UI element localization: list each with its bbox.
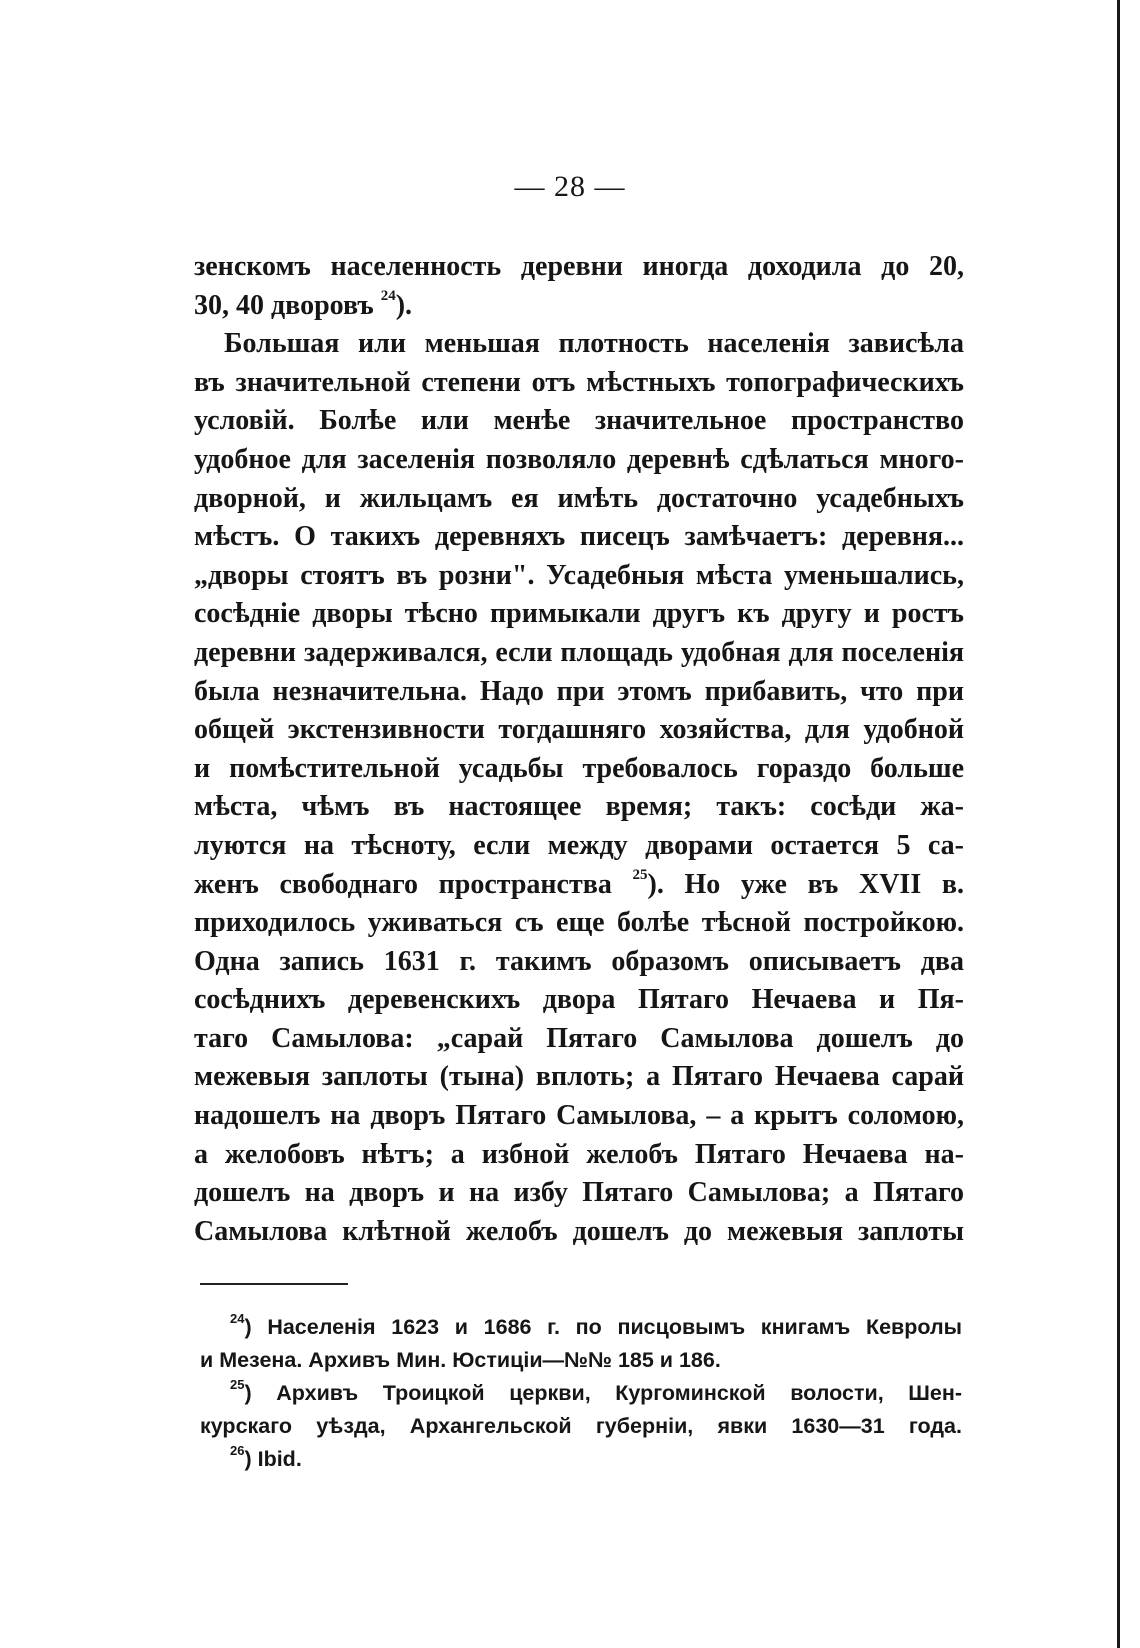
text-line: въ значительной степени отъ мѣстныхъ топографическихъ	[194, 366, 964, 398]
text-line: удобное для заселенія позволяло деревнѣ сдѣлаться много-	[194, 443, 964, 475]
footnote-line	[200, 1311, 962, 1344]
body-text	[194, 248, 964, 1251]
footnote-text: ) Населенія 1623 и 1686 г. по писцовымъ книгамъ Кевролы	[244, 1315, 962, 1339]
footnote-text: ) Ibid.	[244, 1447, 302, 1471]
footnote-line: курскаго уѣзда, Архангельской губерніи, явки 1630—31 года.	[200, 1414, 962, 1438]
footnote-line	[200, 1377, 962, 1410]
footnote-number: 24	[230, 1310, 245, 1326]
footnote-ref: 24	[380, 288, 396, 305]
text-line: „дворы стоятъ въ розни". Усадебныя мѣста уменьшались,	[194, 559, 964, 591]
text-line	[194, 287, 964, 326]
text-line: сосѣднихъ деревенскихъ двора Пятаго Нечаева и Пя-	[194, 984, 964, 1016]
footnote-ref: 25	[632, 867, 648, 884]
footnotes	[200, 1311, 962, 1476]
footnote-number: 25	[230, 1376, 245, 1392]
text-line: таго Самылова: „сарай Пятаго Самылова дошелъ до	[194, 1022, 964, 1054]
text-fragment: ). Но уже въ XVII в.	[647, 868, 964, 900]
text-line: сосѣдніе дворы тѣсно примыкали другъ къ другу и ростъ	[194, 598, 964, 630]
footnote-text: ) Архивъ Троицкой церкви, Кургоминской волости, Шен-	[244, 1381, 962, 1405]
text-line: мѣстъ. О такихъ деревняхъ писецъ замѣчаетъ: деревня...	[194, 521, 964, 553]
text-line: мѣста, чѣмъ въ настоящее время; такъ: сосѣди жа-	[194, 791, 964, 823]
text-line: была незначительна. Надо при этомъ прибавить, что при	[194, 675, 964, 707]
footnote-line: и Мезена. Архивъ Мин. Юстиціи—№№ 185 и 186.	[200, 1348, 721, 1372]
text-line: надошелъ на дворъ Пятаго Самылова, – а крытъ соломою,	[194, 1100, 964, 1132]
text-line: дошелъ на дворъ и на избу Пятаго Самылова; а Пятаго	[194, 1177, 964, 1209]
text-line	[194, 866, 964, 905]
text-line: деревни задерживался, если площадь удобная для поселенія	[194, 636, 964, 668]
text-line: луются на тѣсноту, если между дворами остается 5 са-	[194, 829, 964, 861]
text-line: а желобовъ нѣтъ; а избной желобъ Пятаго Нечаева на-	[194, 1138, 964, 1170]
text-line: приходилось уживаться съ еще болѣе тѣсной постройкою.	[194, 907, 964, 939]
text-fragment: 30, 40 дворовъ	[194, 289, 381, 321]
text-line: зенскомъ населенность деревни иногда доходила до 20,	[194, 251, 964, 282]
footnote-line	[200, 1443, 962, 1476]
text-line: общей экстензивности тогдашняго хозяйства, для удобной	[194, 714, 964, 746]
text-line: дворной, и жильцамъ ея имѣть достаточно усадебныхъ	[194, 482, 964, 514]
text-line: условій. Болѣе или менѣе значительное пространство	[194, 405, 964, 437]
page-edge-line	[1117, 0, 1120, 1648]
text-line: межевыя заплоты (тына) вплоть; а Пятаго Нечаева сарай	[194, 1061, 964, 1093]
text-line: Большая или меньшая плотность населенія зависѣла	[224, 328, 964, 360]
page-number: — 28 —	[514, 170, 626, 203]
text-fragment: ).	[395, 289, 413, 321]
footnote-divider	[200, 1283, 348, 1285]
text-line: Самылова клѣтной желобъ дошелъ до межевыя заплоты	[194, 1215, 964, 1247]
text-line: Одна запись 1631 г. такимъ образомъ описываетъ два	[194, 945, 964, 977]
text-fragment: женъ свободнаго пространства	[194, 868, 633, 900]
footnote-number: 26	[230, 1442, 245, 1458]
text-line: и помѣстительной усадьбы требовалось гораздо больше	[194, 752, 964, 784]
